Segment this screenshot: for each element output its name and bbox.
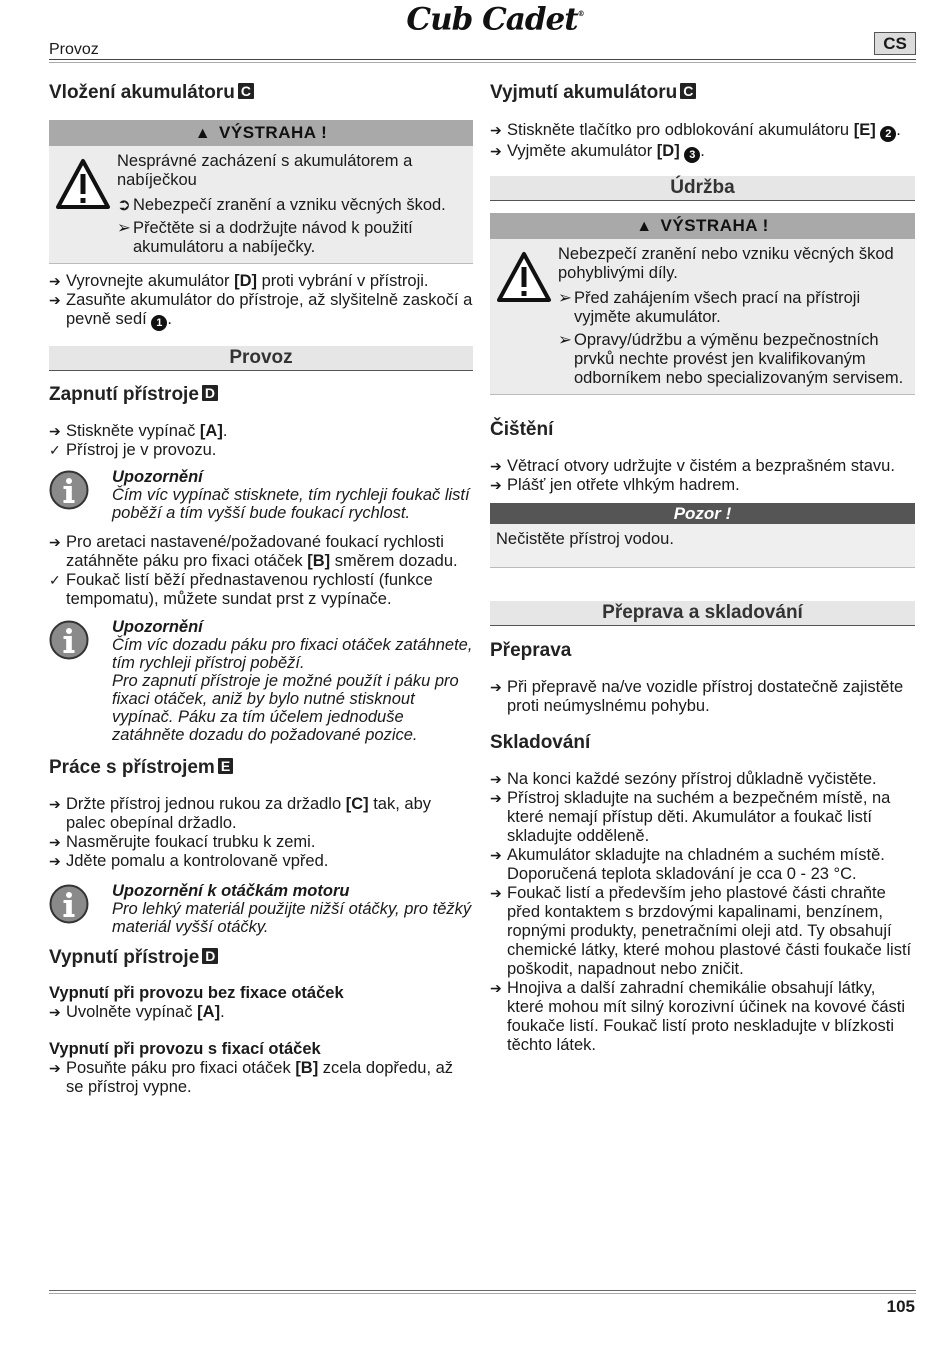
heading-switch-off: Vypnutí přístroje D (49, 945, 473, 971)
heading-remove-battery: Vyjmutí akumulátoru C (490, 80, 915, 106)
list-item: ➔ Pro aretaci nastavené/požadované foukací rychlosti zatáhněte páku pro fixaci otáček [B] směrem dozadu. (49, 533, 458, 570)
checkmark-icon: ✓ (49, 442, 61, 458)
figure-letter: D (202, 385, 218, 401)
note-text: Pro lehký materiál použijte nižší otáčky, pro těžký materiál vyšší otáčky. (112, 900, 472, 936)
arrow-icon: ➔ (49, 423, 61, 439)
note-title: Upozornění (112, 468, 203, 486)
section-bar-provoz: Provoz (49, 346, 473, 371)
warning-text: Nebezpečí zranění nebo vzniku věcných škod pohyblivými díly. (558, 245, 894, 282)
arrow-icon: ➔ (49, 853, 61, 869)
heading-storage: Skladování (490, 732, 591, 753)
warning-header: ▲ VÝSTRAHA ! (49, 120, 473, 146)
info-note (49, 618, 473, 744)
list-item: ➔ Přístroj skladujte na suchém a bezpečném místě, na které nemají přístup děti. Akumulátor a foukač listí skladujte odděleně. (490, 789, 891, 845)
action-chevron-icon: ➢ (558, 331, 572, 349)
figure-letter: C (680, 83, 696, 99)
arrow-icon: ➔ (490, 885, 502, 901)
figure-letter: D (202, 948, 218, 964)
list-item: ➔ Stiskněte vypínač [A]. (49, 422, 228, 440)
note-text: Čím víc vypínač stisknete, tím rychleji foukač listí poběží a tím vyšší bude foukací rychlost. (112, 486, 470, 522)
heading-switch-on: Zapnutí přístroje D (49, 382, 473, 408)
section-bar-transport-storage: Přeprava a skladování (490, 601, 915, 626)
caution-box (490, 503, 915, 568)
note-text: Čím víc dozadu páku pro fixaci otáček zatáhnete, tím rychleji přístroj poběží. (112, 636, 473, 672)
arrow-icon: ➔ (490, 143, 502, 159)
section-label: Provoz (49, 41, 99, 58)
list-item: ➔ Stiskněte tlačítko pro odblokování akumulátoru [E] 2 . (490, 121, 901, 140)
arrow-icon: ➔ (490, 477, 502, 493)
arrow-icon: ➔ (49, 534, 61, 550)
warning-action: ➢ Přečtěte si a dodržujte návod k použití akumulátoru a nabíječky. (117, 219, 413, 256)
note-text: Pro zapnutí přístroje je možné použít i páku pro fixaci otáček, aniž by bylo nutné stisknout vypínač. Páku za tím účelem jednoduše zatáhněte dozadu do požadované pozice. (112, 672, 459, 744)
consequence-arrow-icon: ➲ (117, 196, 131, 214)
right-column (490, 80, 915, 1055)
arrow-icon: ➔ (490, 458, 502, 474)
list-item: ➔ Vyrovnejte akumulátor [D] proti vybrání v přístroji. (49, 272, 429, 290)
arrow-icon: ➔ (490, 771, 502, 787)
info-icon (49, 884, 89, 924)
warning-icon (496, 251, 552, 303)
warning-action: ➢ Opravy/údržbu a výměnu bezpečnostních prvků nechte provést jen kvalifikovaným odborníkem nebo specializovaným servisem. (558, 331, 904, 387)
list-item: ➔ Akumulátor skladujte na chladném a suchém místě. Doporučená teplota skladování je cca 0 - 23 °C. (490, 846, 885, 883)
list-item: ➔ Hnojiva a další zahradní chemikálie obsahují látky, které mohou mít silný korozivní účinek na kovové části foukače listí. Foukač listí proto neskladujte v blízkosti těchto látek. (490, 979, 906, 1054)
language-badge: CS (874, 32, 916, 55)
note-title: Upozornění k otáčkám motoru (112, 882, 350, 900)
arrow-icon: ➔ (49, 1004, 61, 1020)
page-number: 105 (886, 1297, 915, 1316)
figure-number-badge: 3 (684, 147, 700, 163)
arrow-icon: ➔ (49, 292, 61, 308)
arrow-icon: ➔ (490, 790, 502, 806)
arrow-icon: ➔ (490, 122, 502, 138)
action-chevron-icon: ➢ (558, 289, 572, 307)
heading-cleaning: Čištění (490, 419, 554, 440)
heading-transport: Přeprava (490, 640, 572, 661)
list-item: ➔ Větrací otvory udržujte v čistém a bezprašném stavu. (490, 457, 895, 475)
figure-letter: C (238, 83, 254, 99)
warning-action: ➢ Před zahájením všech prací na přístroji vyjměte akumulátor. (558, 289, 861, 326)
arrow-icon: ➔ (49, 834, 61, 850)
warning-triangle-icon: ▲ (194, 125, 212, 142)
arrow-icon: ➔ (490, 980, 502, 996)
caution-text: Nečistěte přístroj vodou. (490, 524, 915, 568)
list-item: ➔ Foukač listí a především jeho plastové části chraňte před kontaktem s brzdovými kapalinami, benzínem, ropnými produkty, penetračními oleji atd. Ty obsahují chemické látky, které mohou plastové části foukače listí poškodit, napadnout nebo zničit. (490, 884, 912, 978)
arrow-icon: ➔ (49, 796, 61, 812)
list-item: ➔ Zasuňte akumulátor do přístroje, až slyšitelně zaskočí a pevně sedí 1 . (49, 291, 473, 329)
list-item: ➔ Držte přístroj jednou rukou za držadlo [C] tak, aby palec obepínal držadlo. (49, 795, 431, 832)
subheading: Vypnutí při provozu s fixací otáček (49, 1040, 321, 1058)
warning-consequence: ➲ Nebezpečí zranění a vzniku věcných škod. (117, 196, 446, 214)
list-item: ✓ Přístroj je v provozu. (49, 441, 217, 459)
footer-divider (49, 1290, 916, 1294)
heading-insert-battery: Vložení akumulátoru C (49, 80, 473, 106)
list-item: ✓ Foukač listí běží přednastavenou rychlostí (funkce tempomatu), můžete sundat prst z vypínače. (49, 571, 433, 608)
arrow-icon: ➔ (49, 1060, 61, 1076)
caution-header: Pozor ! (490, 503, 915, 524)
list-item: ➔ Plášť jen otřete vlhkým hadrem. (490, 476, 740, 494)
info-icon (49, 470, 89, 510)
figure-number-badge: 1 (151, 315, 167, 331)
subheading: Vypnutí při provozu bez fixace otáček (49, 984, 344, 1002)
list-item: ➔ Nasměrujte foukací trubku k zemi. (49, 833, 316, 851)
checkmark-icon: ✓ (49, 572, 61, 588)
list-item: ➔ Jděte pomalu a kontrolovaně vpřed. (49, 852, 329, 870)
section-bar-maintenance: Údržba (490, 176, 915, 201)
list-item: ➔ Posuňte páku pro fixaci otáček [B] zcela dopředu, až se přístroj vypne. (49, 1059, 454, 1096)
list-item: ➔ Na konci každé sezóny přístroj důkladně vyčistěte. (490, 770, 877, 788)
arrow-icon: ➔ (490, 847, 502, 863)
figure-number-badge: 2 (880, 126, 896, 142)
list-item: ➔ Vyjměte akumulátor [D] 3 . (490, 142, 705, 161)
warning-box (490, 213, 915, 395)
list-item: ➔ Při přepravě na/ve vozidle přístroj dostatečně zajistěte proti neúmyslnému pohybu. (490, 678, 904, 715)
list-item: ➔ Uvolněte vypínač [A]. (49, 1003, 225, 1021)
warning-box (49, 120, 473, 264)
info-note (49, 468, 473, 522)
heading-working: Práce s přístrojem E (49, 755, 473, 781)
warning-header: ▲ VÝSTRAHA ! (490, 213, 915, 239)
arrow-icon: ➔ (490, 679, 502, 695)
header-divider (49, 59, 916, 63)
warning-icon (55, 158, 111, 210)
warning-triangle-icon: ▲ (636, 218, 653, 235)
note-title: Upozornění (112, 618, 203, 636)
left-column (49, 80, 473, 1097)
action-chevron-icon: ➢ (117, 219, 131, 237)
arrow-icon: ➔ (49, 273, 61, 289)
warning-text: Nesprávné zacházení s akumulátorem a nabíječkou (117, 152, 413, 189)
figure-letter: E (218, 758, 233, 774)
info-icon (49, 620, 89, 660)
brand-logo: Cub Cadet® (406, 1, 584, 38)
info-note (49, 882, 473, 936)
